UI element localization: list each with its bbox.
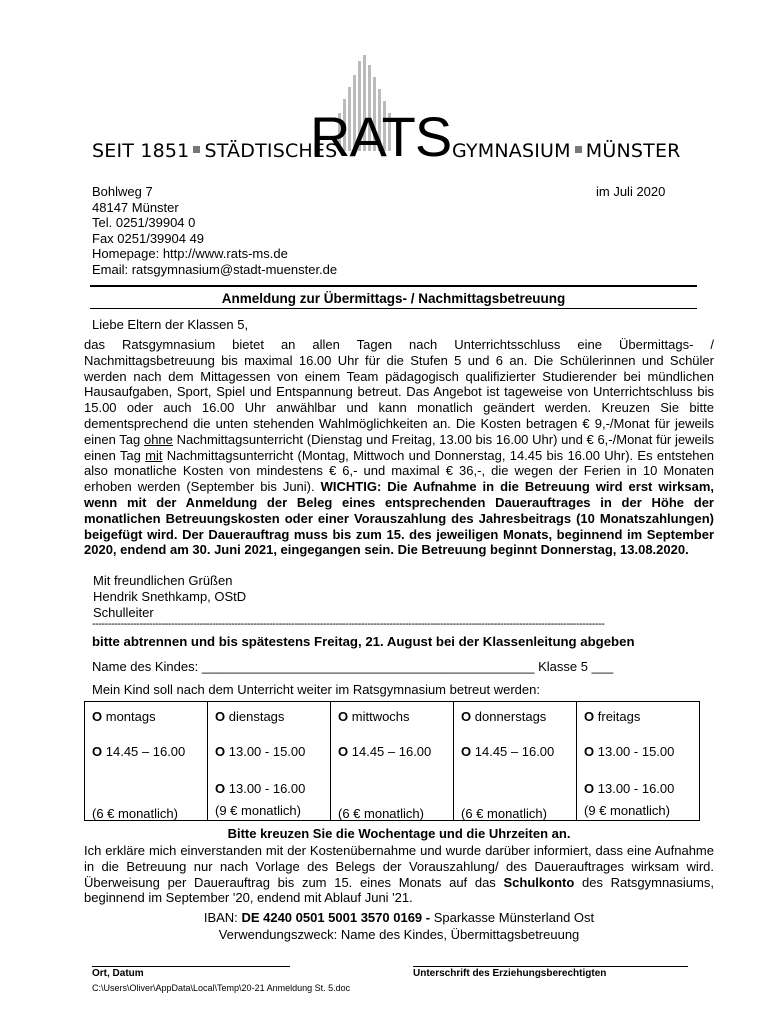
address-city: 48147 Münster — [92, 199, 179, 215]
divider — [90, 308, 697, 309]
cost-label: (6 € monatlich) — [92, 806, 178, 821]
cut-dashes: ------------------------------------------------------------------------------------------------------------------------------------------------------------------ — [92, 618, 605, 630]
address-tel: Tel. 0251/39904 0 — [92, 215, 196, 231]
address-email: Email: ratsgymnasium@stadt-muenster.de — [92, 261, 338, 277]
cost-label: (9 € monatlich) — [215, 803, 301, 818]
address-block — [92, 184, 337, 278]
date-signature-line[interactable] — [92, 966, 290, 967]
time-option[interactable]: O 14.45 – 16.00 — [461, 744, 555, 759]
file-path: C:\Users\Oliver\AppData\Local\Temp\20-21 Anmeldung St. 5.doc — [92, 983, 351, 993]
day-cell-dienstags — [208, 702, 331, 821]
signature-block: Mit freundlichen Grüßen Hendrik Snethkamp, OStD Schulleiter — [93, 573, 247, 620]
logo-text: RATS — [310, 105, 452, 168]
day-cell-montags — [85, 702, 208, 821]
letter-date: im Juli 2020 — [596, 184, 666, 199]
declaration-text: Ich erkläre mich einverstanden mit der Kostenübernahme und wurde darüber informiert, dass eine Aufnahme in die Betreuung nur nach Vorlage des Belegs der Vorauszahlung/ des Dauerauftrages wirksam wird. Überweisung per Dauerauftrag bis zum 15. eines Monats auf das Schulkonto des Ratsgymnasiums, beginnend im September '20, endend mit Ablauf Juni '21. — [84, 843, 714, 906]
cut-instruction: bitte abtrennen und bis spätestens Freitag, 21. August bei der Klassenleitung abgeben — [92, 634, 635, 649]
signature-label: Unterschrift des Erziehungsberechtigten — [413, 968, 607, 979]
child-name-field[interactable]: ______________________________________________ — [201, 659, 535, 674]
time-option[interactable]: O 13.00 - 16.00 — [584, 781, 675, 796]
time-option[interactable]: O 14.45 – 16.00 — [92, 744, 186, 759]
important-notice: WICHTIG: Die Aufnahme in die Betreuung wird erst wirksam, wenn mit der Anmeldung der Beleg eines entsprechenden Dauerauftrages in der Höhe der monatlichen Betreuungskosten oder einer Vorauszahlung des Jahresbeitrags (10 Monatszahlungen) beigefügt wird. Der Dauerauftrag muss bis zum 15. des jeweiligen Monats, beginnend im September 2020, endend am 30. Juni 2021, eingegangen sein. Die Betreuung beginnt Donnerstag, 13.08.2020. — [84, 479, 715, 558]
separator-square-icon — [575, 146, 582, 153]
time-option[interactable]: O 13.00 - 15.00 — [584, 744, 675, 759]
greeting: Liebe Eltern der Klassen 5, — [92, 317, 249, 332]
day-cell-donnerstags — [454, 702, 577, 821]
child-name-row: Name des Kindes: ______________________________________________ Klasse 5 ___ — [92, 659, 614, 674]
address-homepage: Homepage: http://www.rats-ms.de — [92, 246, 288, 262]
day-option[interactable]: O donnerstags — [461, 709, 547, 724]
letterhead-right: GYMNASIUM MÜNSTER — [452, 140, 681, 162]
day-option[interactable]: O montags — [92, 709, 156, 724]
divider — [90, 285, 697, 287]
day-cell-mittwochs — [331, 702, 454, 821]
place-date-label: Ort, Datum — [92, 968, 144, 979]
form-intro: Mein Kind soll nach dem Unterricht weiter im Ratsgymnasium betreut werden: — [92, 682, 540, 697]
time-option[interactable]: O 13.00 - 16.00 — [215, 781, 306, 796]
separator-square-icon — [193, 146, 200, 153]
bank-details: IBAN: DE 4240 0501 5001 3570 0169 - Sparkasse Münsterland Ost Verwendungszweck: Name des Kindes, Übermittagsbetreuung — [203, 910, 595, 942]
cost-label: (6 € monatlich) — [338, 806, 424, 821]
day-option[interactable]: O mittwochs — [338, 709, 410, 724]
cross-instruction: Bitte kreuzen Sie die Wochentage und die Uhrzeiten an. — [227, 826, 571, 841]
day-cell-freitags — [577, 702, 700, 821]
day-option[interactable]: O dienstags — [215, 709, 285, 724]
letter-body: das Ratsgymnasium bietet an allen Tagen nach Unterrichtsschluss eine Übermittags- / Nachmittagsbetreuung bis maximal 16.00 Uhr für die Stufen 5 und 6 an. Die Schülerinnen und Schüler werden nach dem Mittagessen von einem Team pädagogisch qualifizierter Studierender bei mündlichen Hausaufgaben, Sport, Spiel und Entspannung betreut. Das Angebot ist tageweise von Unterrichtschluss bis 15.00 oder auch 16.00 Uhr anwählbar und kann monatlich geändert werden. Kreuzen Sie bitte dementsprechend die unten stehenden Wahlmöglichkeiten an. Die Kosten betragen € 9,-/Monat für jeweils einen Tag ohne Nachmittagsunterricht (Dienstag und Freitag, 13.00 bis 16.00 Uhr) und € 6,-/Monat für jeweils einen Tag mit Nachmittagsunterricht (Montag, Mittwoch und Donnerstag, 14.45 bis 16.00 Uhr). Es entstehen also monatliche Kosten von mindestens € 6,- und maximal € 36,-, die wegen der Ferien in 10 Monaten erhoben werden (September bis Juni). WICHTIG: Die Aufnahme in die Betreuung wird erst wirksam, wenn mit der Anmeldung der Beleg eines entsprechenden Dauerauftrages in der Höhe der monatlichen Betreuungskosten oder einer Vorauszahlung des Jahresbeitrags (10 Monatszahlungen) beigefügt wird. Der Dauerauftrag muss bis zum 15. des jeweiligen Monats, beginnend im September 2020, endend am 30. Juni 2021, eingegangen sein. Die Betreuung beginnt Donnerstag, 13.08.2020. — [84, 337, 715, 558]
address-fax: Fax 0251/39904 49 — [92, 230, 205, 246]
cost-label: (6 € monatlich) — [461, 806, 547, 821]
day-selection-table — [84, 701, 700, 821]
parent-signature-line[interactable] — [413, 966, 688, 967]
address-street: Bohlweg 7 — [92, 184, 153, 199]
letterhead-left: SEIT 1851 STÄDTISCHES — [92, 140, 338, 162]
cost-label: (9 € monatlich) — [584, 803, 670, 818]
class-field[interactable]: ___ — [591, 659, 614, 674]
day-option[interactable]: O freitags — [584, 709, 641, 724]
time-option[interactable]: O 14.45 – 16.00 — [338, 744, 432, 759]
page-title: Anmeldung zur Übermittags- / Nachmittagsbetreuung — [221, 291, 566, 306]
time-option[interactable]: O 13.00 - 15.00 — [215, 744, 306, 759]
